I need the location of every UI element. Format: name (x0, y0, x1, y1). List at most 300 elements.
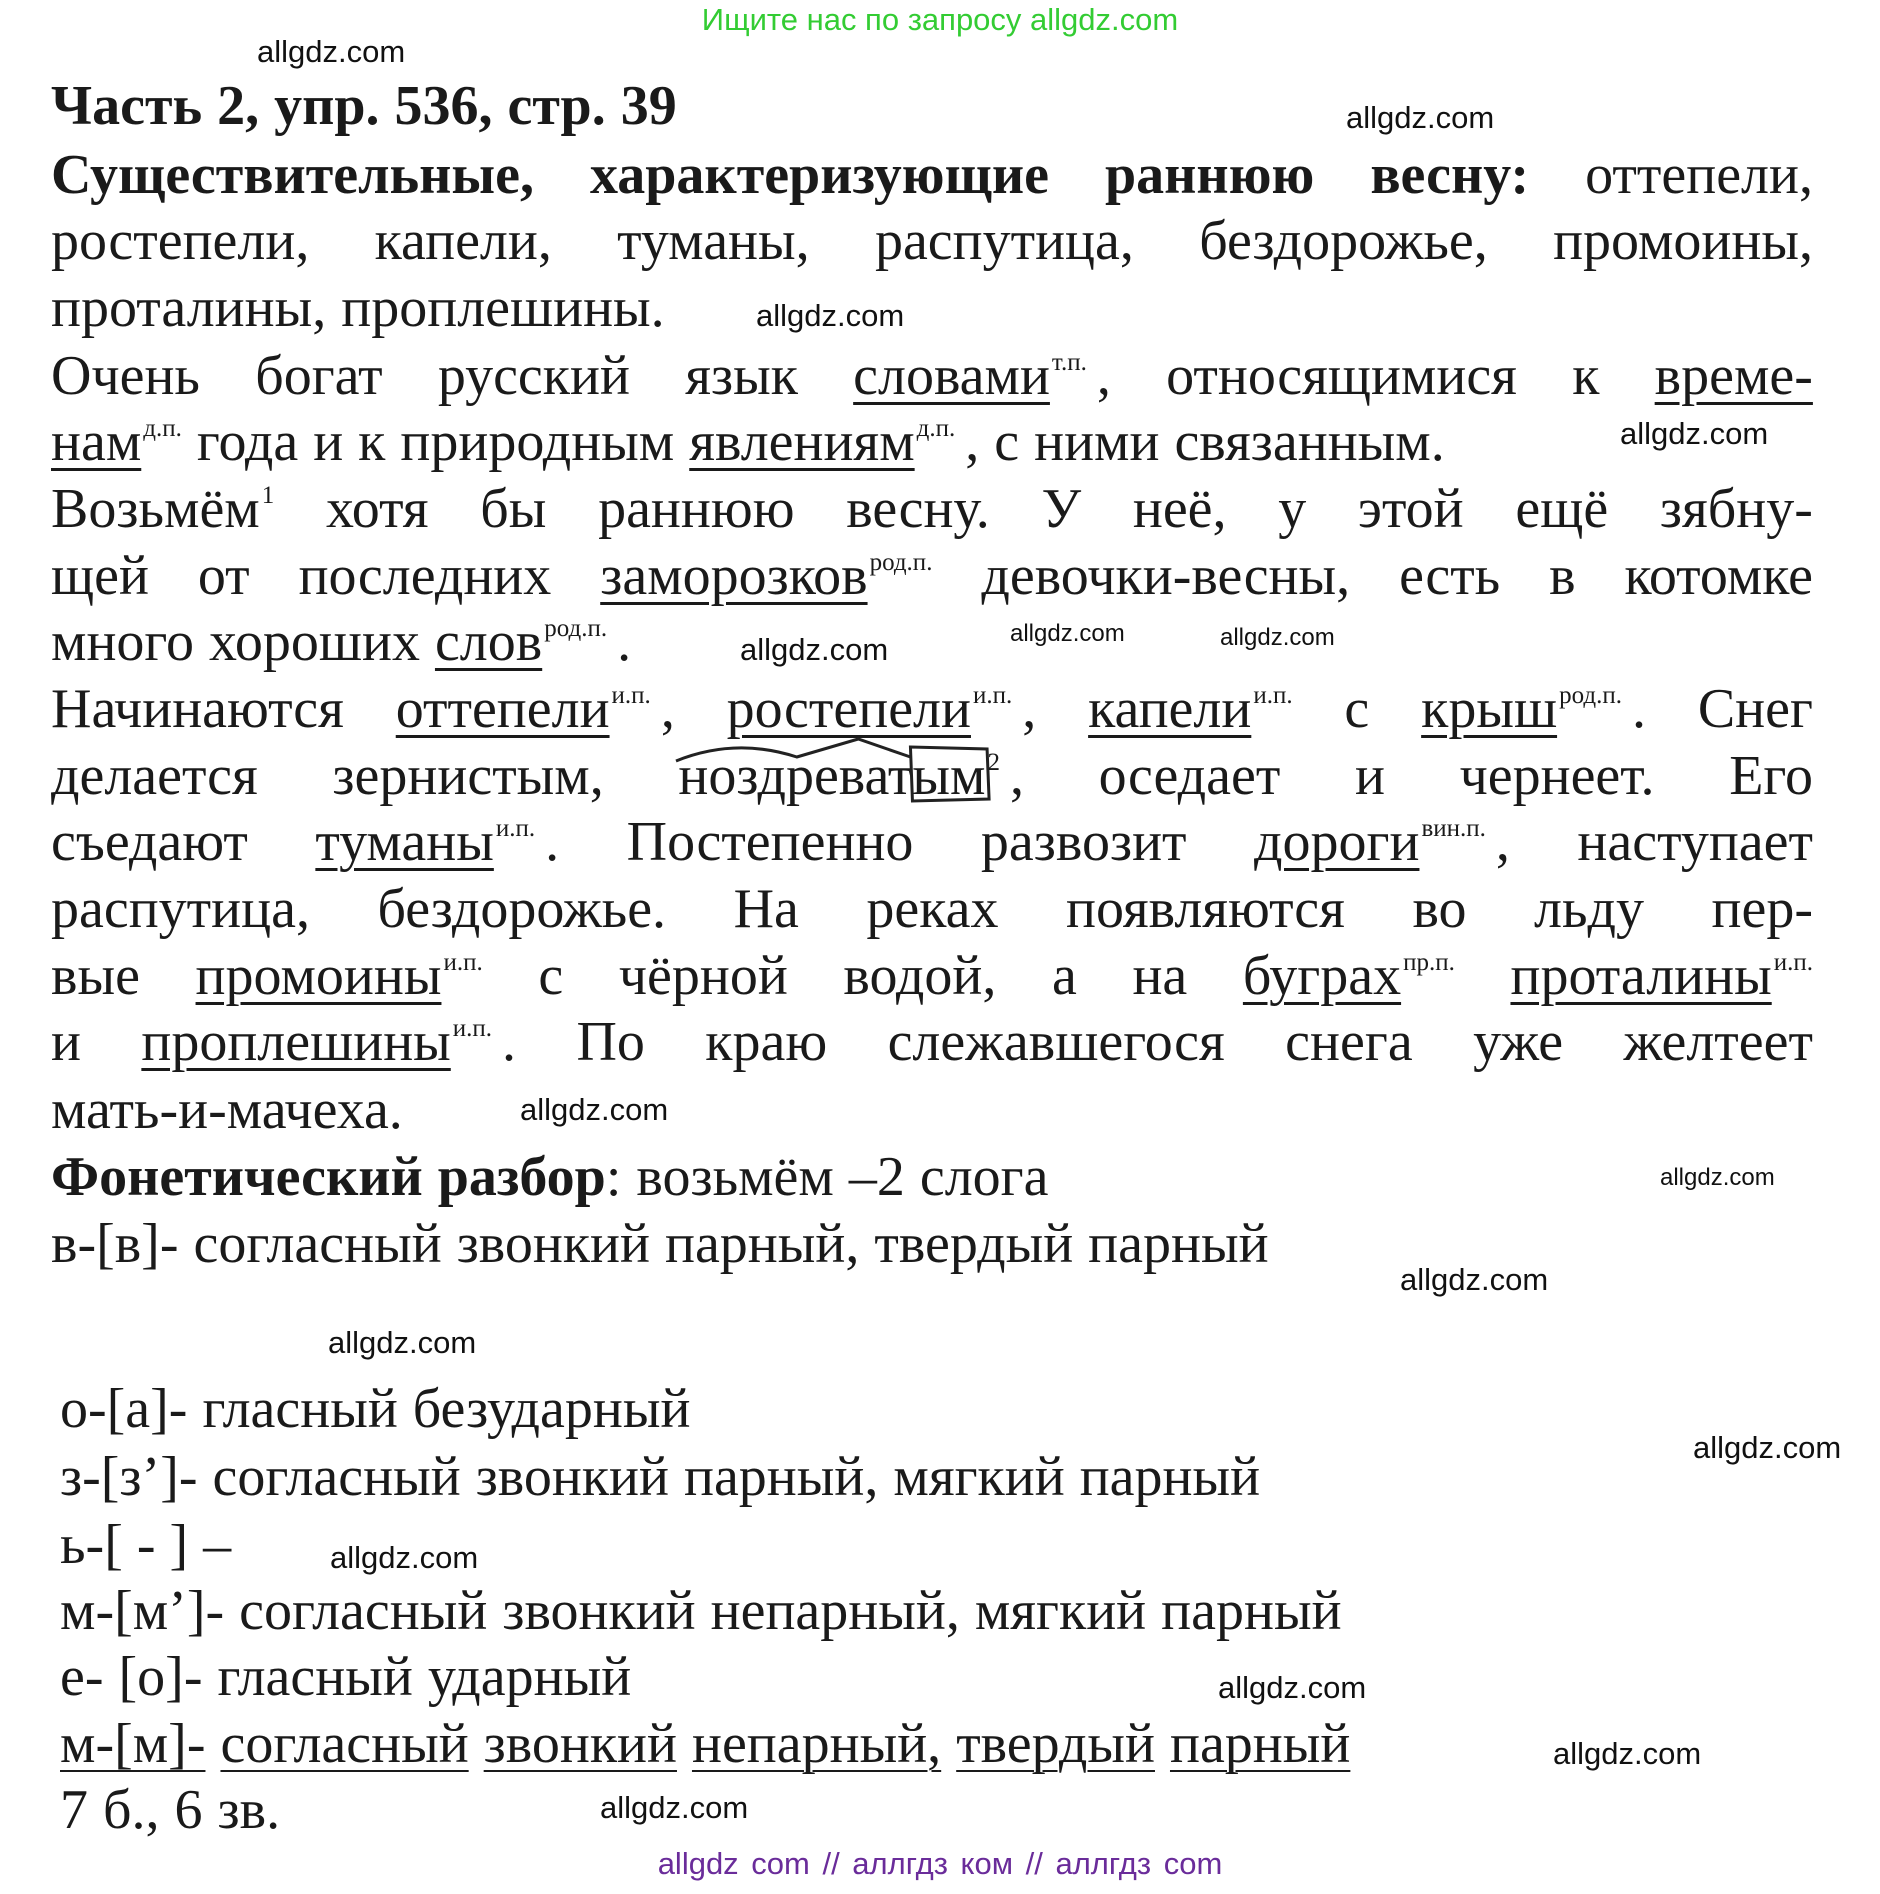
word: 536, (394, 75, 493, 137)
word-group (1515, 476, 1608, 542)
word: много (51, 611, 194, 673)
word-group (1399, 543, 1500, 609)
underlined-word: ростепели (726, 678, 971, 740)
word: По (576, 1011, 645, 1073)
word-group (1655, 343, 1813, 409)
underlined-word: проплешины (141, 1011, 451, 1073)
word: 6 (174, 1779, 203, 1841)
word-group (197, 409, 298, 475)
word: согласный (193, 1213, 442, 1275)
word: последних (298, 545, 552, 607)
word: вые (51, 945, 140, 1007)
word-group (212, 1444, 460, 1510)
word-group (1199, 208, 1488, 274)
word-group (60, 1711, 205, 1777)
word-group (51, 943, 140, 1009)
marked-word: ноздреватым (678, 743, 985, 809)
word: капели, (374, 210, 552, 272)
word: звонкий (502, 1580, 696, 1642)
word: появляются (1065, 878, 1345, 940)
word: ь-[ - ] (60, 1514, 189, 1576)
word: чёрной (618, 945, 788, 1007)
word-group (1088, 1211, 1268, 1277)
watermark: allgdz.com (740, 632, 889, 667)
word-group (413, 1376, 691, 1442)
word-group (51, 73, 202, 139)
word-group (600, 543, 932, 620)
text-line (60, 1711, 1365, 1777)
word-group (60, 1376, 187, 1442)
word: оседает (1098, 745, 1281, 807)
word: этой (1357, 478, 1464, 540)
punctuation: . (1631, 678, 1646, 740)
word: распутица, (874, 210, 1134, 272)
word-group (1625, 543, 1813, 609)
word: парный (1161, 1580, 1342, 1642)
case-label: пр.п. (1403, 949, 1455, 976)
word: и (1354, 745, 1385, 807)
text-line (51, 1144, 1063, 1210)
word-group (711, 1578, 960, 1644)
word: гласный (217, 1646, 413, 1708)
underlined-word: оттепели (395, 678, 610, 740)
word-group (51, 208, 309, 274)
word-group (484, 1711, 677, 1777)
word-group (193, 1211, 441, 1277)
case-label: род.п. (869, 549, 933, 576)
word-group (1355, 743, 1385, 809)
word: промоины, (1553, 210, 1813, 272)
text-line (60, 1376, 705, 1442)
word-group (332, 743, 603, 809)
underlined-word: буграх (1242, 945, 1402, 1007)
underlined-word: явлениям (689, 411, 915, 473)
word-group (209, 609, 420, 675)
word-group (1132, 943, 1187, 1009)
word-group (51, 1144, 423, 1210)
word: проплешины. (341, 277, 665, 339)
word: с (1344, 678, 1370, 740)
word: звонкий (475, 1446, 669, 1508)
word: согласный (220, 1713, 469, 1775)
word: года (196, 411, 299, 473)
word-group (665, 1211, 859, 1277)
word-group (60, 1644, 104, 1710)
word: парный, (664, 1213, 860, 1275)
text-line (60, 1578, 1357, 1644)
text-line (60, 1777, 295, 1843)
text-line (51, 743, 1813, 809)
word-group (508, 73, 606, 139)
underlined-word: туманы (315, 811, 494, 873)
word: связанным. (1174, 411, 1445, 473)
underlined-word: заморозков (600, 545, 868, 607)
text-line (60, 1444, 1275, 1510)
word-group (981, 543, 1350, 609)
word: непарный, (691, 1713, 942, 1775)
word-group (1358, 476, 1464, 542)
word-group (375, 208, 552, 274)
word-group (1066, 876, 1345, 942)
case-label: и.п. (443, 949, 483, 976)
word: на (1132, 945, 1188, 1007)
word: Возьмём (51, 478, 260, 540)
word: бы (480, 478, 547, 540)
word-group (326, 476, 429, 542)
word: оттепели, (1585, 144, 1813, 206)
word-group (734, 876, 799, 942)
case-label: и.п. (452, 1015, 493, 1042)
word-group (1572, 343, 1599, 409)
word-group (457, 1211, 650, 1277)
word-group (51, 809, 248, 875)
word-group (51, 476, 274, 553)
word: Его (1729, 745, 1813, 807)
word: котомке (1624, 545, 1813, 607)
word-group (60, 1512, 188, 1578)
word-group (874, 1211, 1073, 1277)
word-group (502, 1578, 695, 1644)
word: звонкий (456, 1213, 650, 1275)
word-group (400, 409, 674, 475)
word-group (220, 1711, 468, 1777)
word-group (217, 1644, 412, 1710)
word-group (1549, 543, 1575, 609)
word-group (435, 609, 631, 686)
watermark: allgdz.com (1400, 1262, 1549, 1297)
word-group (1698, 676, 1813, 742)
word-group (843, 943, 996, 1009)
word: мать-и-мачеха. (51, 1079, 403, 1141)
word-group (875, 208, 1134, 274)
case-label: род.п. (1559, 682, 1622, 709)
word-group (538, 943, 563, 1009)
word: слежавшегося (887, 1011, 1225, 1073)
word: богат (255, 345, 383, 407)
text-line (51, 543, 1813, 609)
word-group (438, 1144, 622, 1210)
morpheme-marks-icon (674, 739, 991, 809)
punctuation: , (660, 678, 675, 740)
word: есть (1399, 545, 1501, 607)
watermark: allgdz.com (257, 34, 406, 69)
text-line (51, 208, 1813, 274)
word: 7 (60, 1779, 88, 1841)
word: относящимися (1166, 345, 1517, 407)
word-group (920, 1144, 1049, 1210)
text-line (51, 142, 1813, 208)
case-label: и.п. (611, 682, 651, 709)
word-group (428, 1644, 631, 1710)
word: ростепели, (51, 210, 310, 272)
word: м-[м]- (60, 1713, 206, 1775)
word-group (617, 208, 810, 274)
underlined-word: капели (1088, 678, 1252, 740)
word-group (1099, 743, 1281, 809)
word: в-[в]- (51, 1213, 179, 1275)
word: уже (1473, 1011, 1564, 1073)
word-group (396, 676, 675, 753)
word: у (1278, 478, 1307, 540)
watermark: allgdz.com (1218, 1670, 1367, 1705)
text-line (60, 1644, 646, 1710)
watermark: allgdz.com (330, 1540, 479, 1575)
word: к (1572, 345, 1600, 407)
word: природным (400, 411, 675, 473)
word-group (60, 1444, 197, 1510)
word: парный (1088, 1213, 1269, 1275)
word: непарный, (710, 1580, 960, 1642)
case-label: д.п. (916, 415, 956, 442)
case-label: вин.п. (1421, 815, 1486, 842)
watermark: allgdz.com (1553, 1736, 1702, 1771)
word: проталины, (51, 277, 327, 339)
footer-ad: allgdz com // аллгдз ком // аллгдз com (657, 1846, 1223, 1881)
word: согласный (239, 1580, 488, 1642)
word: возьмём (636, 1146, 834, 1208)
word-group (1534, 876, 1644, 942)
word-group (202, 1376, 397, 1442)
word-group (51, 743, 258, 809)
punctuation: , (1022, 678, 1037, 740)
word: пер- (1711, 878, 1813, 940)
word: Постепенно (626, 811, 914, 873)
text-line (51, 1009, 1813, 1075)
word: с (538, 945, 564, 1007)
word-group (51, 409, 182, 486)
underlined-word: време- (1654, 345, 1813, 407)
word-group (1624, 1009, 1813, 1075)
word-group (981, 809, 1187, 875)
word-group (705, 1009, 827, 1075)
word: м-[м’]- (60, 1580, 225, 1642)
punctuation: , (1009, 745, 1024, 807)
underlined-word: промоины (195, 945, 442, 1007)
word: 39 (620, 75, 677, 137)
case-label: и.п. (972, 682, 1013, 709)
word: парный (1169, 1713, 1351, 1775)
word-group (51, 1009, 81, 1075)
word-group (141, 1009, 516, 1086)
word-group (1577, 809, 1813, 875)
word-group (1370, 142, 1529, 208)
word-group (692, 1711, 941, 1777)
word-group (103, 1777, 160, 1843)
word: о-[а]- (60, 1378, 188, 1440)
word: к (358, 411, 386, 473)
word-group (1052, 943, 1077, 1009)
word-group (51, 543, 149, 609)
case-label: 2 (987, 749, 1000, 776)
word-group (313, 409, 343, 475)
word: парный (1079, 1446, 1261, 1508)
word-group (358, 409, 385, 475)
watermark: allgdz.com (600, 1790, 749, 1825)
word: Фонетический (51, 1146, 423, 1208)
word: ударный (427, 1646, 632, 1708)
word: ними (1034, 411, 1160, 473)
word-group (598, 476, 794, 542)
word-group (218, 1777, 281, 1843)
word: 2, (217, 75, 260, 137)
word-group (1080, 1444, 1260, 1510)
word: бездорожье. (377, 878, 667, 940)
word: Часть (51, 75, 203, 137)
word-group (1174, 409, 1444, 475)
case-label: род.п. (544, 615, 608, 642)
word: гласный (202, 1378, 398, 1440)
text-line (51, 676, 1813, 742)
word: с (994, 411, 1020, 473)
word: зв. (217, 1779, 281, 1841)
word: делается (51, 745, 258, 807)
word-group (217, 73, 259, 139)
watermark: allgdz.com (756, 298, 905, 333)
text-line (60, 1512, 246, 1578)
word: зернистым, (332, 745, 604, 807)
word: весну. (846, 478, 990, 540)
word-group (377, 876, 666, 942)
word: согласный (212, 1446, 461, 1508)
word: льду (1534, 878, 1644, 940)
word: от (197, 545, 250, 607)
word: з-[з’]- (60, 1446, 198, 1508)
word: твердый (874, 1213, 1074, 1275)
word-group (621, 73, 677, 139)
word-group (689, 409, 979, 486)
word-group (480, 476, 546, 542)
word-group (1170, 1711, 1350, 1777)
word-group (866, 876, 998, 942)
case-label: д.п. (143, 415, 182, 442)
word-group (1660, 476, 1813, 542)
word: водой, (843, 945, 997, 1007)
watermark: allgdz.com (328, 1325, 477, 1360)
word-group (175, 1777, 203, 1843)
word-group (438, 343, 630, 409)
word-group (299, 543, 552, 609)
punctuation: . (617, 611, 632, 673)
word-group (274, 73, 379, 139)
word: весну: (1370, 144, 1530, 206)
word: На (733, 878, 799, 940)
word: чернеет. (1459, 745, 1655, 807)
underlined-word: крыш (1421, 678, 1558, 740)
word: съедают (51, 811, 248, 873)
word: туманы, (617, 210, 810, 272)
case-label: и.п. (1253, 682, 1293, 709)
word-group (1460, 743, 1655, 809)
word-group (636, 1144, 833, 1210)
word: раннюю (598, 478, 795, 540)
word: Существительные, (51, 144, 534, 206)
word-group (1034, 409, 1159, 475)
text-line (51, 1077, 418, 1143)
word: б., (103, 1779, 160, 1841)
watermark: allgdz.com (520, 1092, 669, 1127)
word-group (1729, 743, 1813, 809)
punctuation: . (545, 811, 560, 873)
underlined-word: слов (434, 611, 543, 673)
word: – (203, 1514, 232, 1576)
word-group (1133, 476, 1227, 542)
word-group (51, 275, 326, 341)
word: распутица, (51, 878, 310, 940)
word: –2 (848, 1146, 905, 1208)
word: стр. (507, 75, 606, 137)
watermark: allgdz.com (1220, 624, 1335, 651)
punctuation: : (605, 1146, 622, 1208)
word-group (476, 1444, 669, 1510)
word: девочки-весны, (981, 545, 1351, 607)
word: неё, (1132, 478, 1227, 540)
punctuation: . (502, 1011, 517, 1073)
word-group (888, 1009, 1225, 1075)
case-label: и.п. (495, 815, 536, 842)
word: безударный (412, 1378, 691, 1440)
word-group (849, 1144, 905, 1210)
text-line (51, 275, 680, 341)
text-line (51, 1211, 1284, 1277)
word: У (1041, 478, 1082, 540)
word: снега (1285, 1011, 1413, 1073)
word-group (60, 1777, 88, 1843)
punctuation: , (1495, 811, 1510, 873)
underlined-word: словами (853, 345, 1050, 407)
word: зябну- (1659, 478, 1813, 540)
word: парный, (683, 1446, 879, 1508)
watermark: allgdz.com (1346, 100, 1495, 135)
word-group (619, 943, 788, 1009)
word-group (576, 1009, 644, 1075)
text-line (51, 943, 1813, 1009)
word-group (994, 409, 1019, 475)
word: е- (60, 1646, 104, 1708)
word: краю (705, 1011, 828, 1073)
word: слога (919, 1146, 1049, 1208)
word-group (203, 1512, 231, 1578)
word: желтеет (1623, 1011, 1813, 1073)
word-group (1042, 476, 1082, 542)
word-group (51, 609, 194, 675)
punctuation: , (965, 411, 980, 473)
word-group (119, 1644, 203, 1710)
word-group (1278, 476, 1306, 542)
word: упр. (274, 75, 380, 137)
word: бездорожье, (1199, 210, 1488, 272)
word: Очень (51, 345, 200, 407)
word: Начинаются (51, 678, 344, 740)
word-group (685, 343, 798, 409)
word-group (239, 1578, 487, 1644)
word-group (684, 1444, 878, 1510)
word: твердый (956, 1713, 1155, 1775)
word: русский (437, 345, 630, 407)
word: реках (866, 878, 999, 940)
word-group (893, 1444, 1064, 1510)
text-line (51, 609, 646, 675)
word-group (956, 1711, 1155, 1777)
word: разбор (437, 1146, 606, 1208)
word-group (341, 275, 664, 341)
word-group (1421, 676, 1646, 753)
word: Снег (1697, 678, 1813, 740)
word-group (1254, 809, 1510, 886)
word-group (627, 809, 914, 875)
word-group (51, 142, 534, 208)
word-group (51, 876, 310, 942)
watermark: allgdz.com (1660, 1164, 1775, 1191)
